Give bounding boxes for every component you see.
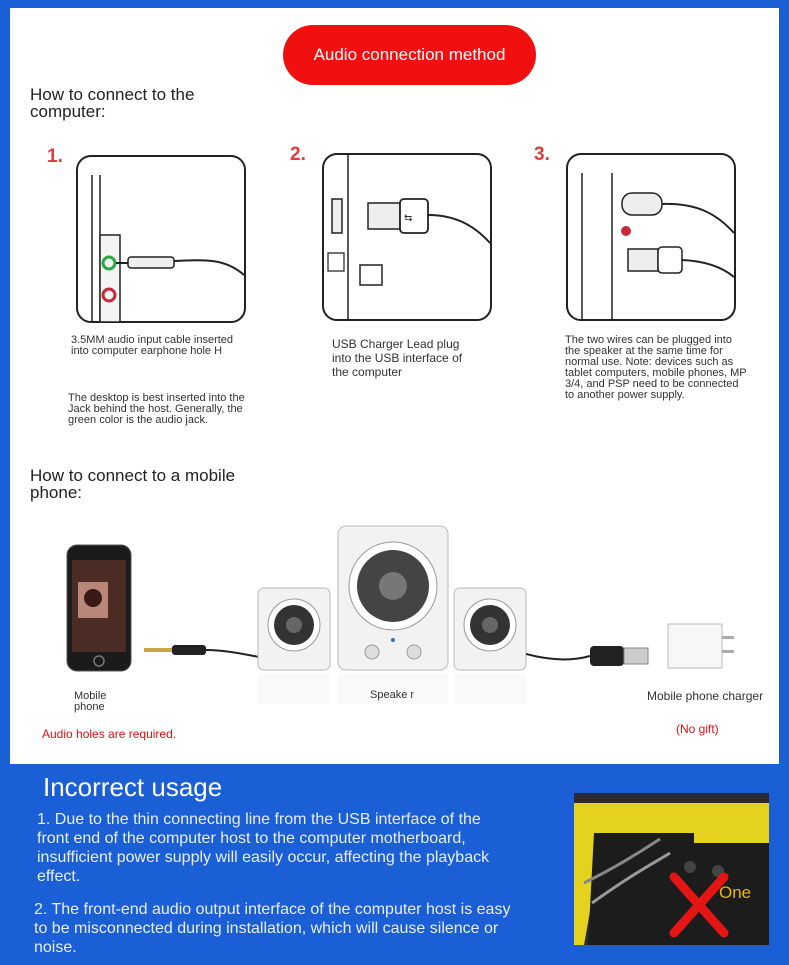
speaker-set-image: [254, 522, 532, 712]
desktop-jack-note: The desktop is best inserted into the Jack behind the host. Generally, the green color is the audio jack.: [68, 392, 245, 426]
mobile-heading: How to connect to a mobile phone:: [30, 466, 236, 502]
no-gift-note: (No gift): [676, 722, 719, 736]
photo-label: One: [719, 883, 752, 902]
step-2-caption: USB Charger Lead plug into the USB interface of the computer: [332, 337, 463, 379]
charger-label: Mobile phone charger: [647, 689, 764, 703]
svg-text:⇆: ⇆: [404, 213, 413, 224]
step-1-caption: 3.5MM audio input cable inserted into computer earphone hole H: [71, 334, 234, 357]
step-2-number: 2.: [290, 144, 306, 165]
incorrect-item-1: 1. Due to the thin connecting line from the USB interface of the front end of the computer host to the computer motherboard, insufficient power supply will easily occur, affecting the playback effect.: [37, 811, 490, 885]
usb-plug-illustration: [322, 153, 494, 323]
incorrect-usage-title: Incorrect usage: [43, 772, 223, 802]
incorrect-item-2: 2. The front-end audio output interface of the computer host is easy to be misconnected during installation, which will cause silence or noise.: [34, 901, 511, 956]
usb-cable-image: [526, 632, 654, 676]
step-3-caption: The two wires can be plugged into the speaker at the same time for normal use. Note: devices such as tablet computers, mobile phones, MP 3/4, and PSP need to be connected to another power supply.: [565, 334, 747, 401]
computer-heading: How to connect to the computer:: [30, 85, 195, 121]
step-1-number: 1.: [47, 146, 63, 167]
step-3-number: 3.: [534, 144, 550, 165]
aux-cable-image: [144, 630, 264, 670]
wrong-connection-illustration: [574, 793, 769, 945]
audio-jack-illustration: [76, 155, 248, 325]
wrong-connection-photo: [574, 793, 769, 945]
dual-cable-illustration: [566, 153, 738, 323]
speaker-label: Speake r: [370, 689, 415, 701]
audio-holes-note: Audio holes are required.: [42, 727, 177, 741]
phone-label: Mobile phone: [74, 690, 107, 713]
section-title-pill: Audio connection method: [283, 25, 536, 85]
charger-image: [662, 618, 742, 674]
smartphone-image: [66, 544, 132, 672]
